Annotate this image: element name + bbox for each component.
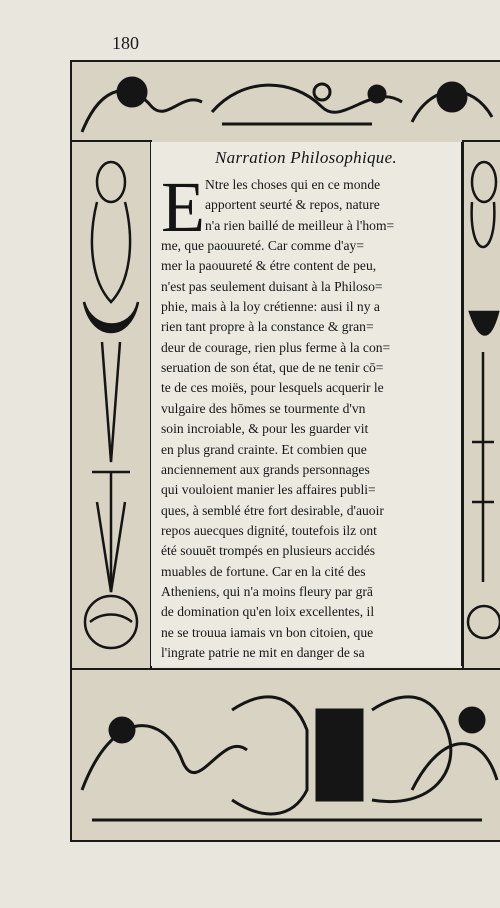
text-line: ques, à semblé étre fort desirable, d'auoir	[161, 502, 384, 518]
footer-woodcut-frieze	[70, 668, 500, 842]
text-line: été souuēt trompés en plusieurs accidés	[161, 543, 376, 559]
text-frame	[150, 142, 462, 666]
left-woodcut-pillar	[70, 140, 152, 672]
text-line: me, que paouureté. Car comme d'ay=	[161, 238, 364, 254]
chapter-heading: Narration Philosophique.	[215, 148, 397, 167]
text-line: muables de fortune. Car en la cité des	[161, 563, 366, 579]
text-line: en plus grand crainte. Et combien que	[161, 441, 367, 457]
text-line: ne se trouua iamais vn bon citoien, que	[161, 624, 374, 640]
text-line: n'est pas seulement duisant à la Philoso=	[161, 278, 383, 294]
text-line: anciennement aux grands personnages	[161, 461, 370, 477]
text-line: vulgaire des hōmes se tourmente d'vn	[161, 400, 366, 416]
drop-cap: E	[161, 167, 205, 247]
text-line: soin incroiable, & pour les guarder vit	[161, 421, 369, 437]
text-line: mer la paouureté & étre content de peu,	[161, 258, 377, 274]
text-line: n'a rien baillé de meilleur à l'hom=	[205, 217, 395, 233]
text-line: rien tant propre à la constance & gran=	[161, 319, 374, 335]
text-line: phie, mais à la loy crétienne: ausi il ny a	[161, 299, 380, 315]
page-number: 180	[112, 33, 139, 53]
text-line: Ntre les choses qui en ce monde	[205, 177, 381, 192]
text-line: apportent seurté & repos, nature	[205, 197, 380, 213]
right-woodcut-pillar	[462, 140, 500, 672]
text-line: deur de courage, rien plus ferme à la con=	[161, 339, 391, 355]
text-line: qui vouloient manier les affaires publi=	[161, 482, 376, 498]
header-woodcut-frieze	[70, 60, 500, 144]
text-line: de domination qu'en loix excellentes, il	[161, 604, 375, 620]
text-line: Atheniens, qui n'a moins fleury par grā	[161, 583, 373, 599]
text-line: l'ingrate patrie ne mit en danger de sa	[161, 645, 365, 660]
text-line: seruation de son état, que de ne tenir cō=	[161, 360, 384, 376]
text-line: repos auecques dignité, toutefois ilz ont	[161, 522, 377, 538]
text-line: te de ces moiës, pour lesquels acquerir le	[161, 380, 384, 396]
